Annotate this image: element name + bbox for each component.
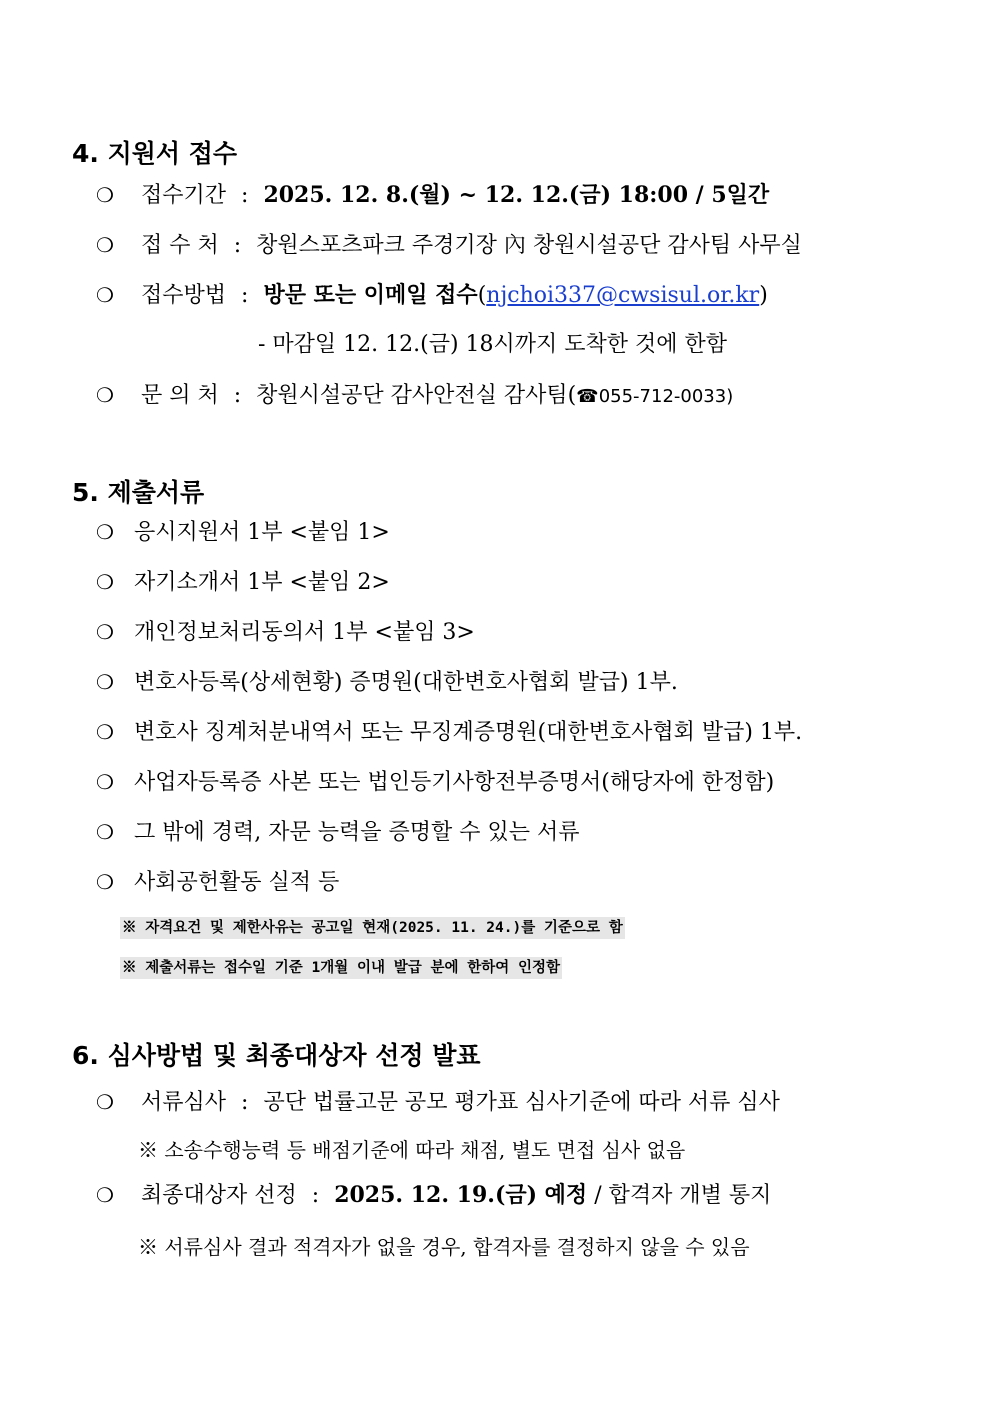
- final-selection-row: [96, 1180, 771, 1211]
- list-item: [96, 817, 579, 848]
- final-date: 2025. 12. 19.(금) 예정: [334, 1182, 588, 1208]
- list-item: [96, 617, 475, 648]
- receipt-method-label: 접수방법: [141, 283, 227, 308]
- final-notice: / 합격자 개별 통지: [594, 1183, 772, 1208]
- list-item-text: 사회공헌활동 실적 등: [134, 870, 340, 895]
- colon: :: [311, 1183, 320, 1208]
- final-note: ※ 서류심사 결과 적격자가 없을 경우, 합격자를 결정하지 않을 수 있음: [138, 1235, 750, 1259]
- contact-label: 문 의 처: [141, 383, 219, 408]
- bullet-icon: ❍: [96, 870, 114, 894]
- receipt-place-value: 창원스포츠파크 주경기장 內 창원시설공단 감사팀 사무실: [256, 233, 802, 258]
- document-review-row: [96, 1087, 780, 1118]
- bullet-icon: ❍: [96, 820, 114, 844]
- section-4-heading: 4. 지원서 접수: [72, 139, 238, 168]
- list-item: [96, 767, 774, 798]
- final-label: 최종대상자 선정: [141, 1183, 297, 1208]
- receipt-period-row: [96, 180, 769, 211]
- list-item: [96, 567, 390, 598]
- list-item-text: 사업자등록증 사본 또는 법인등기사항전부증명서(해당자에 한정함): [134, 770, 775, 795]
- phone-icon: ☎: [576, 386, 599, 407]
- list-item-text: 변호사 징계처분내역서 또는 무징계증명원(대한변호사협회 발급) 1부.: [134, 720, 803, 745]
- colon: :: [241, 283, 249, 308]
- list-item-text: 자기소개서 1부 <붙임 2>: [134, 570, 390, 595]
- receipt-period-label: 접수기간: [141, 183, 227, 208]
- receipt-method-value: 방문 또는 이메일 접수: [263, 282, 478, 308]
- review-note: ※ 소송수행능력 등 배점기준에 따라 채점, 별도 면접 심사 없음: [138, 1138, 686, 1162]
- list-item-text: 응시지원서 1부 <붙임 1>: [134, 520, 390, 545]
- receipt-place-label: 접 수 처: [141, 233, 219, 258]
- eligibility-note: ※ 자격요건 및 제한사유는 공고일 현재(2025. 11. 24.)를 기준으로 함: [120, 917, 625, 939]
- bullet-icon: ❍: [96, 1183, 114, 1207]
- list-item-text: 개인정보처리동의서 1부 <붙임 3>: [134, 620, 475, 645]
- colon: :: [241, 1090, 249, 1115]
- documents-note: ※ 제출서류는 접수일 기준 1개월 이내 발급 분에 한하여 인정함: [120, 957, 562, 979]
- contact-value: 창원시설공단 감사안전실 감사팀(: [256, 383, 577, 408]
- bullet-icon: ❍: [96, 620, 114, 644]
- list-item: [96, 517, 390, 548]
- colon: :: [233, 233, 242, 258]
- section-6-heading: 6. 심사방법 및 최종대상자 선정 발표: [72, 1041, 481, 1070]
- receipt-period-value: 2025. 12. 8.(월) ~ 12. 12.(금) 18:00 / 5일간: [263, 182, 770, 208]
- list-item: [96, 717, 802, 748]
- email-link[interactable]: njchoi337@cwsisul.or.kr: [486, 283, 760, 308]
- bullet-icon: ❍: [96, 670, 114, 694]
- paren-open: (: [477, 283, 487, 308]
- bullet-icon: ❍: [96, 383, 114, 407]
- receipt-method-row: [96, 280, 768, 311]
- bullet-icon: ❍: [96, 520, 114, 544]
- bullet-icon: ❍: [96, 1090, 114, 1114]
- list-item: [96, 667, 678, 698]
- bullet-icon: ❍: [96, 720, 114, 744]
- deadline-note: - 마감일 12. 12.(금) 18시까지 도착한 것에 한함: [258, 332, 728, 357]
- review-label: 서류심사: [141, 1090, 227, 1115]
- list-item-text: 그 밖에 경력, 자문 능력을 증명할 수 있는 서류: [134, 820, 580, 845]
- section-5-heading: 5. 제출서류: [72, 478, 205, 507]
- contact-row: [96, 380, 733, 412]
- review-value: 공단 법률고문 공모 평가표 심사기준에 따라 서류 심사: [263, 1090, 780, 1115]
- colon: :: [241, 183, 249, 208]
- list-item: [96, 867, 339, 898]
- bullet-icon: ❍: [96, 283, 114, 307]
- receipt-place-row: [96, 230, 802, 261]
- colon: :: [233, 383, 242, 408]
- bullet-icon: ❍: [96, 233, 114, 257]
- paren-close: ): [759, 283, 768, 308]
- bullet-icon: ❍: [96, 183, 114, 207]
- contact-phone: 055-712-0033): [598, 386, 734, 407]
- bullet-icon: ❍: [96, 570, 114, 594]
- bullet-icon: ❍: [96, 770, 114, 794]
- list-item-text: 변호사등록(상세현황) 증명원(대한변호사협회 발급) 1부.: [134, 670, 678, 695]
